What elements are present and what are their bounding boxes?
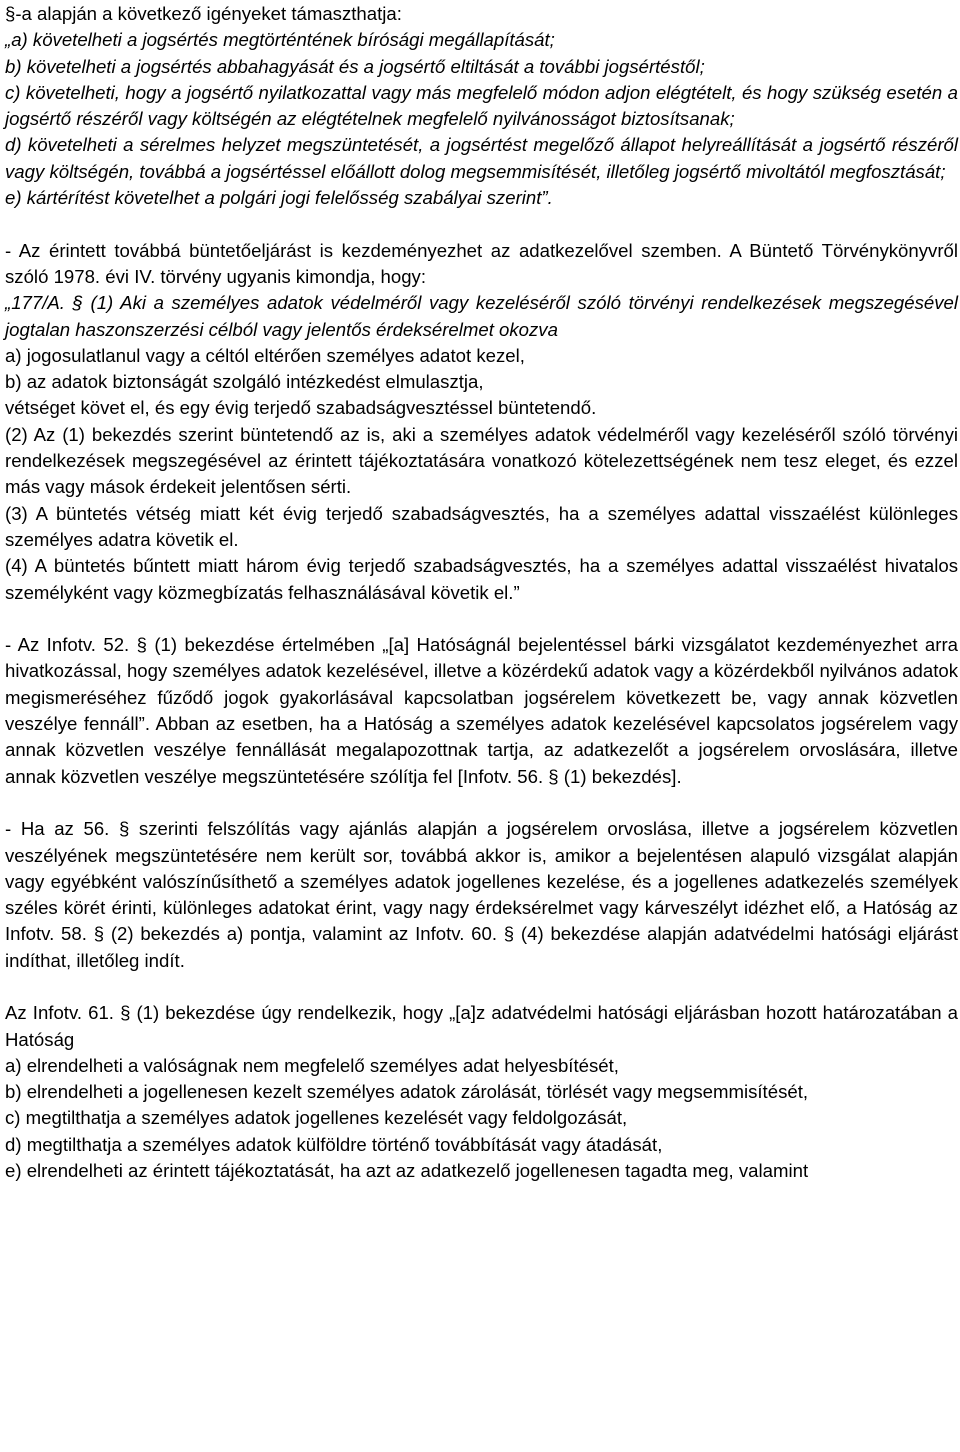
paragraph-spacer bbox=[5, 790, 958, 816]
text-paragraph: d) követelheti a sérelmes helyzet megszüntetését, a jogsértést megelőző állapot helyreállítását a jogsértő részéről vagy költségén, továbbá a jogsértéssel előállott dolog megsemmisítését, illetőleg jogsértő mivoltától megfosztását; bbox=[5, 134, 958, 182]
text-paragraph: e) kártérítést követelhet a polgári jogi felelősség szabályai szerint”. bbox=[5, 187, 553, 209]
text-paragraph: c) követelheti, hogy a jogsértő nyilatkozattal vagy más megfelelő módon adjon elégtételt, és hogy szükség esetén a jogsértő részéről vagy költségén az elégtételnek megfelelő nyilvánosságot biztosítsanak; bbox=[5, 81, 958, 130]
text-paragraph: §-a alapján a következő igényeket támaszthatja: bbox=[5, 3, 402, 24]
text-paragraph: vétséget követ el, és egy évig terjedő szabadságvesztéssel büntetendő. bbox=[5, 397, 597, 419]
text-paragraph: - Az érintett továbbá büntetőeljárást is kezdeményezhet az adatkezelővel szemben. A Büntető Törvénykönyvről szóló 1978. évi IV. törvény ugyanis kimondja, hogy: bbox=[5, 239, 958, 287]
paragraph-spacer bbox=[5, 606, 958, 632]
text-paragraph: a) jogosulatlanul vagy a céltól eltérően személyes adatot kezel, bbox=[5, 344, 525, 366]
text-paragraph: a) elrendelheti a valóságnak nem megfelelő személyes adat helyesbítését, bbox=[5, 1054, 619, 1076]
text-paragraph: Az Infotv. 61. § (1) bekezdése úgy rendelkezik, hogy „[a]z adatvédelmi hatósági eljárásban hozott határozatában a Hatóság bbox=[5, 1002, 958, 1050]
text-paragraph: b) elrendelheti a jogellenesen kezelt személyes adatok zárolását, törlését vagy megsemmisítését, bbox=[5, 1081, 809, 1103]
text-paragraph: b) az adatok biztonságát szolgáló intézkedést elmulasztja, bbox=[5, 371, 484, 393]
text-paragraph: „177/A. § (1) Aki a személyes adatok védelméről vagy kezeléséről szóló törvényi rendelkezések megszegésével jogtalan haszonszerzési célból vagy jelentős érdeksérelmet okozva bbox=[5, 292, 958, 340]
text-paragraph: c) megtilthatja a személyes adatok jogellenes kezelését vagy feldolgozását, bbox=[5, 1107, 628, 1129]
text-paragraph: - Az Infotv. 52. § (1) bekezdése értelmében „[a] Hatóságnál bejelentéssel bárki vizsgálatot kezdeményezhet arra hivatkozással, hogy személyes adatok kezelésével, illetve a közérdekű adatok vagy a közérdekből nyilvános adatok megismeréséhez fűződő jogok gyakorlásával kapcsolatban jogsérelem következett be, vagy annak közvetlen veszélye fennáll”. Abban az esetben, ha a Hatóság a személyes adatok kezelésével kapcsolatos jogsérelem vagy annak közvetlen veszélye fennállását megalapozottnak tartja, az adatkezelőt a jogsérelem orvoslására, illetve annak közvetlen veszélye megszüntetésére szólítja fel [Infotv. 56. § (1) bekezdés]. bbox=[5, 634, 958, 787]
paragraph-spacer bbox=[5, 211, 958, 237]
text-paragraph: e) elrendelheti az érintett tájékoztatását, ha azt az adatkezelő jogellenesen tagadta meg, valamint bbox=[5, 1160, 809, 1182]
text-paragraph: (4) A büntetés bűntett miatt három évig terjedő szabadságvesztés, ha a személyes adattal visszaélést hivatalos személyként vagy közmegbízatás felhasználásával követik el.” bbox=[5, 555, 958, 603]
text-paragraph: „a) követelheti a jogsértés megtörténtének bírósági megállapítását; bbox=[5, 29, 555, 51]
text-paragraph: b) követelheti a jogsértés abbahagyását és a jogsértő eltiltását a további jogsértéstől; bbox=[5, 55, 705, 77]
text-paragraph: - Ha az 56. § szerinti felszólítás vagy ajánlás alapján a jogsérelem orvoslása, illetve a jogsérelem közvetlen veszélyének megszüntetésére nem került sor, továbbá akkor is, amikor a bejelentésen alapuló vizsgálat alapján vagy egyébként valószínűsíthető a személyes adatok jogellenes kezelése, és a jogellenes adatkezelés személyek széles körét érinti, különleges adatokat érint, vagy nagy érdeksérelmet vagy kárveszélyt idézhet elő, a Hatóság az Infotv. 58. § (2) bekezdés a) pontja, valamint az Infotv. 60. § (4) bekezdése alapján adatvédelmi hatósági eljárást indíthat, illetőleg indít. bbox=[5, 818, 958, 971]
text-paragraph: d) megtilthatja a személyes adatok külföldre történő továbbítását vagy átadását, bbox=[5, 1133, 663, 1155]
text-paragraph: (3) A büntetés vétség miatt két évig terjedő szabadságvesztés, ha a személyes adattal visszaélést különleges személyes adatra követik el. bbox=[5, 502, 958, 550]
text-paragraph: (2) Az (1) bekezdés szerint büntetendő az is, aki a személyes adatok védelméről vagy kezeléséről szóló törvényi rendelkezések megszegésével az érintett tájékoztatására vonatkozó kötelezettségének nem tesz eleget, és ezzel más vagy mások érdekeit jelentősen sérti. bbox=[5, 423, 958, 498]
paragraph-spacer bbox=[5, 974, 958, 1000]
